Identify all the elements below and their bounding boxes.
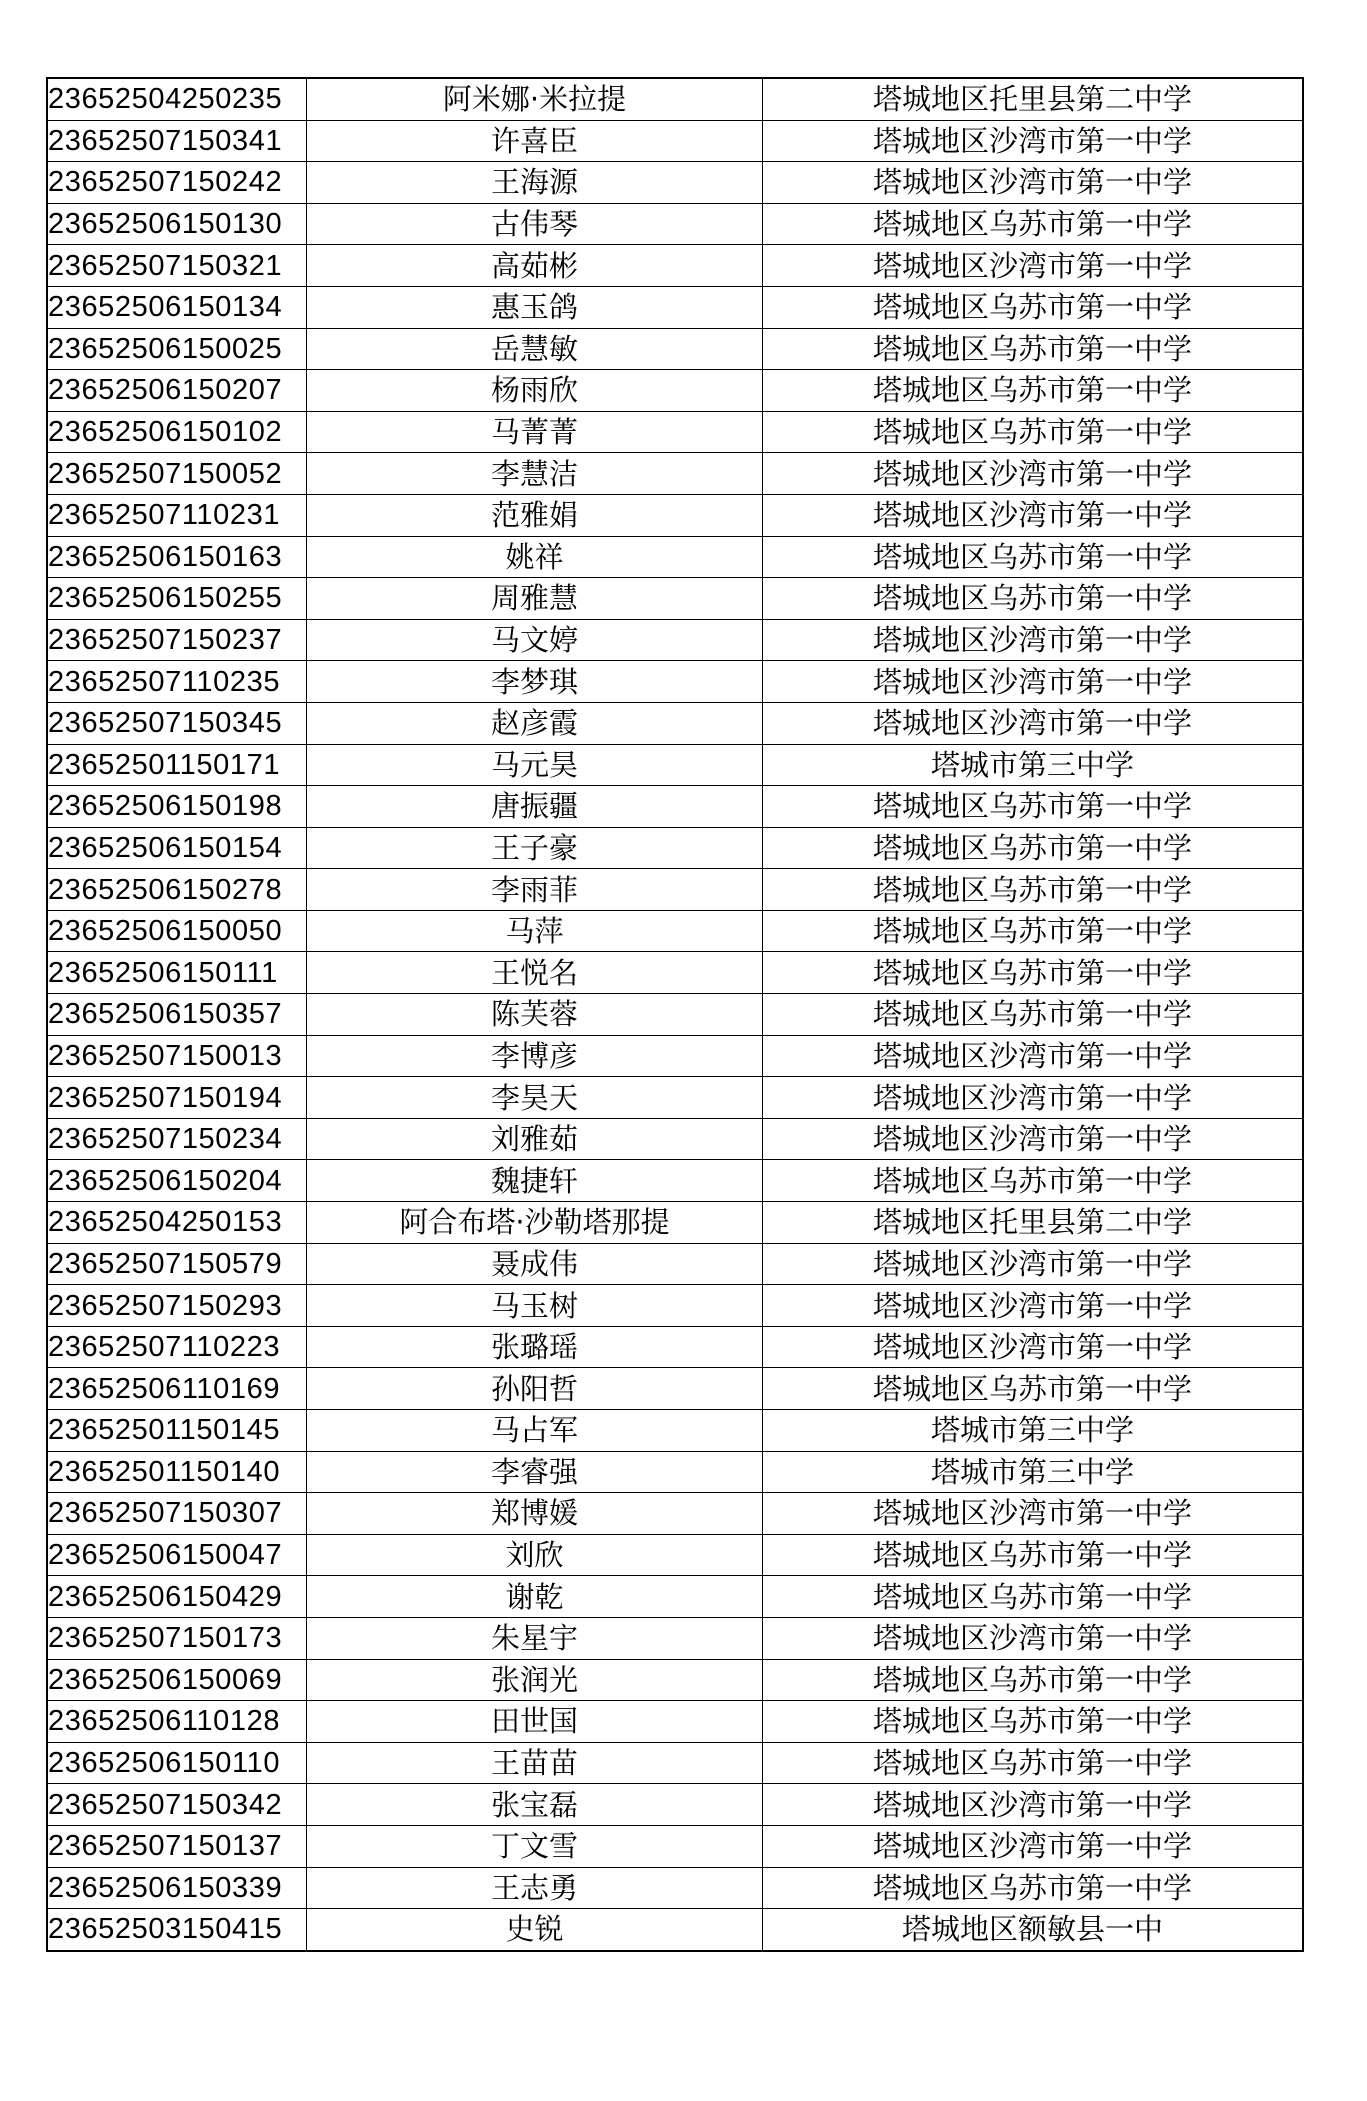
school-name-cell: 塔城地区乌苏市第一中学: [763, 286, 1304, 328]
exam-number-cell: 23652506150154: [47, 827, 307, 869]
school-name-cell: 塔城地区沙湾市第一中学: [763, 453, 1304, 495]
table-row: [47, 1659, 1303, 1701]
table-row: [47, 619, 1303, 661]
table-row: [47, 1202, 1303, 1244]
table-row: [47, 1410, 1303, 1452]
school-name-cell: 塔城地区乌苏市第一中学: [763, 1368, 1304, 1410]
exam-number-cell: 23652506110128: [47, 1701, 307, 1743]
table-row: [47, 1493, 1303, 1535]
table-row: [47, 453, 1303, 495]
exam-number-cell: 23652506150255: [47, 578, 307, 620]
student-name-cell: 王海源: [307, 162, 763, 204]
student-name-cell: 张璐瑶: [307, 1326, 763, 1368]
table-row: [47, 1701, 1303, 1743]
table-row: [47, 994, 1303, 1036]
student-name-cell: 李梦琪: [307, 661, 763, 703]
exam-number-cell: 23652506150025: [47, 328, 307, 370]
student-name-cell: 李慧洁: [307, 453, 763, 495]
student-name-cell: 聂成伟: [307, 1243, 763, 1285]
exam-number-cell: 23652507150173: [47, 1617, 307, 1659]
student-name-cell: 阿合布塔·沙勒塔那提: [307, 1202, 763, 1244]
school-name-cell: 塔城地区沙湾市第一中学: [763, 1285, 1304, 1327]
school-name-cell: 塔城地区乌苏市第一中学: [763, 203, 1304, 245]
student-name-cell: 高茹彬: [307, 245, 763, 287]
roster-table: [46, 77, 1304, 1952]
exam-number-cell: 23652507150307: [47, 1493, 307, 1535]
student-name-cell: 李昊天: [307, 1077, 763, 1119]
exam-number-cell: 23652506150050: [47, 910, 307, 952]
school-name-cell: 塔城地区沙湾市第一中学: [763, 1077, 1304, 1119]
table-row: [47, 661, 1303, 703]
student-name-cell: 范雅娟: [307, 494, 763, 536]
table-row: [47, 827, 1303, 869]
school-name-cell: 塔城地区乌苏市第一中学: [763, 910, 1304, 952]
table-row: [47, 910, 1303, 952]
student-name-cell: 丁文雪: [307, 1825, 763, 1867]
table-row: [47, 1617, 1303, 1659]
table-row: [47, 1867, 1303, 1909]
school-name-cell: 塔城地区乌苏市第一中学: [763, 952, 1304, 994]
exam-number-cell: 23652506150110: [47, 1742, 307, 1784]
student-name-cell: 许喜臣: [307, 120, 763, 162]
school-name-cell: 塔城地区沙湾市第一中学: [763, 1617, 1304, 1659]
student-name-cell: 田世国: [307, 1701, 763, 1743]
exam-number-cell: 23652506150069: [47, 1659, 307, 1701]
table-row: [47, 536, 1303, 578]
exam-number-cell: 23652507150341: [47, 120, 307, 162]
school-name-cell: 塔城地区沙湾市第一中学: [763, 1493, 1304, 1535]
table-row: [47, 120, 1303, 162]
student-name-cell: 惠玉鸽: [307, 286, 763, 328]
table-row: [47, 1576, 1303, 1618]
student-name-cell: 李睿强: [307, 1451, 763, 1493]
exam-number-cell: 23652507150137: [47, 1825, 307, 1867]
student-name-cell: 郑博媛: [307, 1493, 763, 1535]
student-name-cell: 王悦名: [307, 952, 763, 994]
school-name-cell: 塔城地区沙湾市第一中学: [763, 1035, 1304, 1077]
school-name-cell: 塔城地区沙湾市第一中学: [763, 619, 1304, 661]
exam-number-cell: 23652501150171: [47, 744, 307, 786]
table-row: [47, 411, 1303, 453]
table-row: [47, 1035, 1303, 1077]
table-row: [47, 1451, 1303, 1493]
school-name-cell: 塔城地区沙湾市第一中学: [763, 245, 1304, 287]
school-name-cell: 塔城地区乌苏市第一中学: [763, 1701, 1304, 1743]
table-row: [47, 203, 1303, 245]
table-row: [47, 1285, 1303, 1327]
exam-number-cell: 23652506150207: [47, 370, 307, 412]
student-name-cell: 古伟琴: [307, 203, 763, 245]
table-row: [47, 78, 1303, 120]
school-name-cell: 塔城地区托里县第二中学: [763, 78, 1304, 120]
student-name-cell: 魏捷轩: [307, 1160, 763, 1202]
student-name-cell: 阿米娜·米拉提: [307, 78, 763, 120]
table-row: [47, 494, 1303, 536]
student-name-cell: 赵彦霞: [307, 702, 763, 744]
roster-table-body: [47, 78, 1303, 1951]
exam-number-cell: 23652504250153: [47, 1202, 307, 1244]
exam-number-cell: 23652506150198: [47, 786, 307, 828]
exam-number-cell: 23652501150145: [47, 1410, 307, 1452]
exam-number-cell: 23652507110235: [47, 661, 307, 703]
school-name-cell: 塔城市第三中学: [763, 744, 1304, 786]
student-name-cell: 马菁菁: [307, 411, 763, 453]
student-name-cell: 李雨菲: [307, 869, 763, 911]
exam-number-cell: 23652507150234: [47, 1118, 307, 1160]
school-name-cell: 塔城地区沙湾市第一中学: [763, 702, 1304, 744]
student-name-cell: 岳慧敏: [307, 328, 763, 370]
student-name-cell: 马占军: [307, 1410, 763, 1452]
table-row: [47, 702, 1303, 744]
table-row: [47, 1784, 1303, 1826]
exam-number-cell: 23652507150342: [47, 1784, 307, 1826]
student-name-cell: 唐振疆: [307, 786, 763, 828]
student-name-cell: 刘雅茹: [307, 1118, 763, 1160]
exam-number-cell: 23652506150204: [47, 1160, 307, 1202]
school-name-cell: 塔城地区乌苏市第一中学: [763, 328, 1304, 370]
table-row: [47, 1326, 1303, 1368]
exam-number-cell: 23652507110223: [47, 1326, 307, 1368]
exam-number-cell: 23652507150579: [47, 1243, 307, 1285]
student-name-cell: 马文婷: [307, 619, 763, 661]
student-name-cell: 刘欣: [307, 1534, 763, 1576]
table-row: [47, 1118, 1303, 1160]
exam-number-cell: 23652507150293: [47, 1285, 307, 1327]
exam-number-cell: 23652506150278: [47, 869, 307, 911]
school-name-cell: 塔城地区乌苏市第一中学: [763, 1534, 1304, 1576]
table-row: [47, 786, 1303, 828]
student-name-cell: 张润光: [307, 1659, 763, 1701]
table-row: [47, 245, 1303, 287]
table-row: [47, 578, 1303, 620]
student-name-cell: 张宝磊: [307, 1784, 763, 1826]
table-row: [47, 370, 1303, 412]
exam-number-cell: 23652506150339: [47, 1867, 307, 1909]
school-name-cell: 塔城地区乌苏市第一中学: [763, 370, 1304, 412]
table-row: [47, 328, 1303, 370]
table-row: [47, 1368, 1303, 1410]
exam-number-cell: 23652506150130: [47, 203, 307, 245]
exam-number-cell: 23652507150242: [47, 162, 307, 204]
student-name-cell: 马萍: [307, 910, 763, 952]
school-name-cell: 塔城地区乌苏市第一中学: [763, 411, 1304, 453]
table-row: [47, 1160, 1303, 1202]
school-name-cell: 塔城地区沙湾市第一中学: [763, 1118, 1304, 1160]
table-row: [47, 1077, 1303, 1119]
school-name-cell: 塔城地区乌苏市第一中学: [763, 1742, 1304, 1784]
exam-number-cell: 23652507110231: [47, 494, 307, 536]
school-name-cell: 塔城地区沙湾市第一中学: [763, 661, 1304, 703]
exam-number-cell: 23652503150415: [47, 1909, 307, 1951]
exam-number-cell: 23652506110169: [47, 1368, 307, 1410]
school-name-cell: 塔城地区乌苏市第一中学: [763, 1160, 1304, 1202]
school-name-cell: 塔城地区乌苏市第一中学: [763, 1659, 1304, 1701]
exam-number-cell: 23652506150357: [47, 994, 307, 1036]
school-name-cell: 塔城地区乌苏市第一中学: [763, 1576, 1304, 1618]
table-row: [47, 1909, 1303, 1951]
student-name-cell: 王子豪: [307, 827, 763, 869]
table-row: [47, 869, 1303, 911]
exam-number-cell: 23652504250235: [47, 78, 307, 120]
student-name-cell: 杨雨欣: [307, 370, 763, 412]
school-name-cell: 塔城地区沙湾市第一中学: [763, 1326, 1304, 1368]
school-name-cell: 塔城地区乌苏市第一中学: [763, 994, 1304, 1036]
student-name-cell: 谢乾: [307, 1576, 763, 1618]
exam-number-cell: 23652507150345: [47, 702, 307, 744]
table-row: [47, 952, 1303, 994]
exam-number-cell: 23652506150111: [47, 952, 307, 994]
exam-number-cell: 23652501150140: [47, 1451, 307, 1493]
table-row: [47, 1243, 1303, 1285]
school-name-cell: 塔城地区沙湾市第一中学: [763, 1784, 1304, 1826]
student-name-cell: 马元昊: [307, 744, 763, 786]
school-name-cell: 塔城地区沙湾市第一中学: [763, 494, 1304, 536]
school-name-cell: 塔城地区沙湾市第一中学: [763, 1825, 1304, 1867]
school-name-cell: 塔城市第三中学: [763, 1451, 1304, 1493]
school-name-cell: 塔城地区沙湾市第一中学: [763, 1243, 1304, 1285]
student-name-cell: 史锐: [307, 1909, 763, 1951]
school-name-cell: 塔城市第三中学: [763, 1410, 1304, 1452]
school-name-cell: 塔城地区乌苏市第一中学: [763, 827, 1304, 869]
exam-number-cell: 23652507150237: [47, 619, 307, 661]
table-row: [47, 744, 1303, 786]
student-name-cell: 马玉树: [307, 1285, 763, 1327]
exam-number-cell: 23652507150052: [47, 453, 307, 495]
student-name-cell: 朱星宇: [307, 1617, 763, 1659]
exam-number-cell: 23652506150429: [47, 1576, 307, 1618]
exam-number-cell: 23652506150047: [47, 1534, 307, 1576]
student-name-cell: 王志勇: [307, 1867, 763, 1909]
table-row: [47, 162, 1303, 204]
student-name-cell: 王苗苗: [307, 1742, 763, 1784]
school-name-cell: 塔城地区乌苏市第一中学: [763, 578, 1304, 620]
exam-number-cell: 23652506150163: [47, 536, 307, 578]
school-name-cell: 塔城地区沙湾市第一中学: [763, 162, 1304, 204]
school-name-cell: 塔城地区乌苏市第一中学: [763, 536, 1304, 578]
student-name-cell: 周雅慧: [307, 578, 763, 620]
table-row: [47, 286, 1303, 328]
exam-number-cell: 23652507150321: [47, 245, 307, 287]
school-name-cell: 塔城地区额敏县一中: [763, 1909, 1304, 1951]
exam-number-cell: 23652507150194: [47, 1077, 307, 1119]
school-name-cell: 塔城地区乌苏市第一中学: [763, 786, 1304, 828]
student-name-cell: 陈芙蓉: [307, 994, 763, 1036]
student-name-cell: 李博彦: [307, 1035, 763, 1077]
exam-number-cell: 23652507150013: [47, 1035, 307, 1077]
school-name-cell: 塔城地区托里县第二中学: [763, 1202, 1304, 1244]
exam-number-cell: 23652506150134: [47, 286, 307, 328]
student-name-cell: 孙阳哲: [307, 1368, 763, 1410]
table-row: [47, 1825, 1303, 1867]
exam-number-cell: 23652506150102: [47, 411, 307, 453]
school-name-cell: 塔城地区乌苏市第一中学: [763, 1867, 1304, 1909]
student-name-cell: 姚祥: [307, 536, 763, 578]
school-name-cell: 塔城地区沙湾市第一中学: [763, 120, 1304, 162]
table-row: [47, 1534, 1303, 1576]
school-name-cell: 塔城地区乌苏市第一中学: [763, 869, 1304, 911]
table-row: [47, 1742, 1303, 1784]
